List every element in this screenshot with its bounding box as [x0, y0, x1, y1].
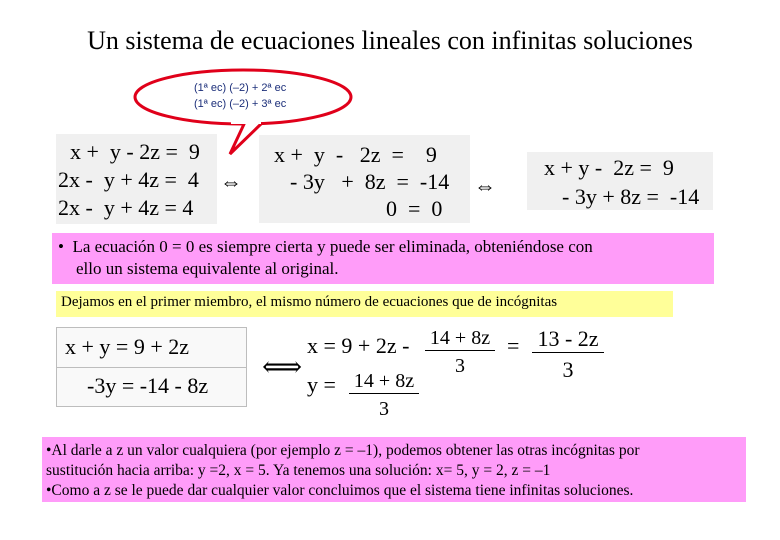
x-expression-prefix: x = 9 + 2z - [307, 333, 410, 358]
system-3-eq-1: x + y - 2z = 9 [544, 155, 674, 180]
system-1-eq-3: 2x - y + 4z = 4 [58, 195, 194, 220]
system-2-eq-3: 0 = 0 [386, 196, 443, 221]
system-1-eq-2: 2x - y + 4z = 4 [58, 167, 199, 192]
equivalence-note [52, 233, 714, 284]
fraction-y [349, 370, 419, 421]
conclusion-box [42, 437, 746, 502]
equation-box-2 [56, 367, 247, 407]
conclusion-line-3: •Como a z se le puede dar cualquier valor concluimos que el sistema tiene infinitas soluciones. [46, 482, 634, 499]
system-1-eq-1: x + y - 2z = 9 [70, 139, 200, 164]
instruction-text: Dejamos en el primer miembro, el mismo número de ecuaciones que de incógnitas [61, 294, 558, 310]
fraction-x-1 [425, 327, 495, 378]
y-expression-prefix: y = [307, 372, 336, 397]
equivalence-note-line-1: • La ecuación 0 = 0 es siempre cierta y puede ser eliminada, obteniéndose con [58, 237, 593, 256]
fraction-x-2 [532, 326, 604, 383]
equation-x-plus-y: x + y = 9 + 2z [65, 334, 189, 359]
equation-minus-3y: -3y = -14 - 8z [87, 373, 209, 398]
system-2-eq-1: x + y - 2z = 9 [274, 142, 437, 167]
callout-line-1: (1ª ec) (–2) + 2ª ec [194, 82, 287, 94]
instruction-banner [56, 291, 673, 317]
system-2-eq-2: - 3y + 8z = -14 [290, 169, 450, 194]
page-title: Un sistema de ecuaciones lineales con infinitas soluciones [87, 26, 693, 55]
conclusion-line-1: •Al darle a z un valor cualquiera (por ejemplo z = –1), podemos obtener las otras incógnitas por [46, 442, 640, 459]
system-3-eq-2: - 3y + 8z = -14 [562, 184, 700, 209]
fraction-x-2-numerator: 13 - 2z [532, 326, 604, 353]
fraction-x-1-numerator: 14 + 8z [425, 327, 495, 351]
conclusion-line-2: sustitución hacia arriba: y =2, x = 5. Ya tenemos una solución: x= 5, y = 2, z = –1 [46, 462, 551, 479]
equivalence-arrow-2: ⇔ [474, 173, 496, 198]
equivalence-arrow-1: ⇔ [220, 169, 242, 194]
fraction-y-numerator: 14 + 8z [349, 370, 419, 394]
fraction-y-denominator: 3 [379, 398, 389, 420]
callout-line-2: (1ª ec) (–2) + 3ª ec [194, 98, 287, 110]
equation-box-1 [56, 327, 247, 369]
equivalence-arrow-3: ⟺ [262, 352, 303, 383]
equivalence-note-line-2: ello un sistema equivalente al original. [76, 259, 339, 278]
fraction-x-2-denominator: 3 [562, 357, 574, 382]
x-equals-sign: = [507, 333, 520, 358]
fraction-x-1-denominator: 3 [455, 355, 465, 377]
